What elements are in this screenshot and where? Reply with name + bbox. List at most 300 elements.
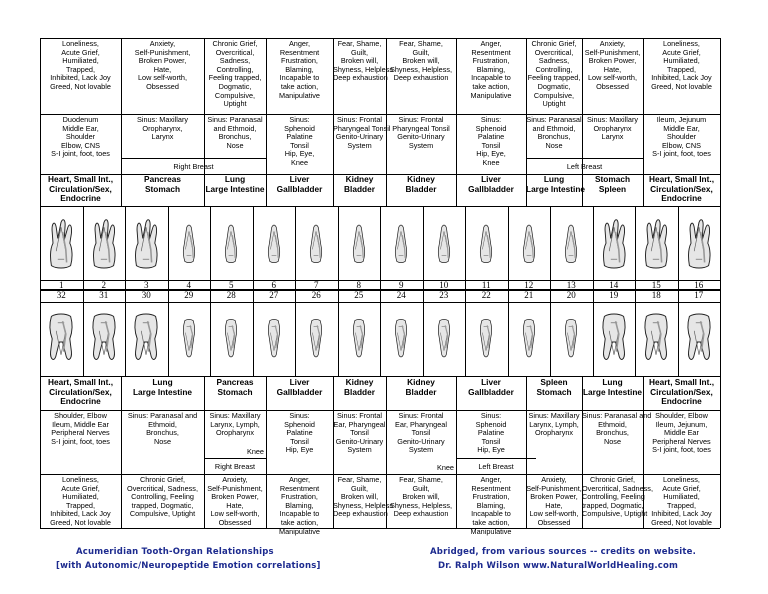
upper-tooth-single-6 bbox=[262, 212, 286, 276]
text-line: Blaming, bbox=[285, 64, 314, 74]
text-line: Deep exhaustion bbox=[393, 73, 449, 83]
text-line: Bronchus, bbox=[146, 428, 179, 438]
lower-tooth-number-12: 21 bbox=[524, 290, 534, 300]
text-line: Trapped, bbox=[66, 64, 95, 74]
text-line: Circulation/Sex, bbox=[650, 183, 713, 194]
text-line: Trapped, bbox=[66, 500, 95, 510]
lower-tooth-molar-16 bbox=[683, 306, 715, 370]
text-line: Broken Power, bbox=[588, 56, 637, 66]
text-line: Controlling, bbox=[216, 64, 254, 74]
grid-line bbox=[456, 38, 457, 206]
upper-tooth-single-7 bbox=[304, 212, 328, 276]
text-line: Kidney bbox=[407, 377, 435, 387]
text-line: Sinus: Maxillary bbox=[136, 115, 189, 124]
grid-line bbox=[582, 376, 583, 528]
text-line: Acute Grief, bbox=[662, 483, 701, 493]
text-line: Liver bbox=[289, 174, 310, 184]
upper-emotion-cell-9 bbox=[582, 40, 643, 114]
text-line: Stomach bbox=[217, 386, 253, 397]
text-line: Broken Power, bbox=[138, 56, 187, 66]
text-line: Incapable to bbox=[471, 73, 511, 83]
text-line: Low self-worth, bbox=[587, 73, 638, 83]
lower-anatomy-cell-4 bbox=[266, 412, 333, 474]
text-line: S-I joint, foot, toes bbox=[652, 445, 711, 455]
grid-line bbox=[266, 38, 267, 206]
lower-tooth-single-12 bbox=[517, 306, 541, 370]
text-line: Trapped, bbox=[667, 500, 696, 510]
text-line: Anger, bbox=[480, 475, 502, 484]
text-line: Middle Ear bbox=[664, 428, 699, 438]
text-line: Nose bbox=[603, 436, 622, 446]
grid-line bbox=[720, 376, 721, 528]
grid-line bbox=[720, 206, 721, 376]
text-line: Obsessed bbox=[218, 517, 252, 527]
grid-line bbox=[593, 206, 594, 376]
lower-emotion-cell-9 bbox=[582, 475, 653, 528]
text-line: Tonsil bbox=[290, 436, 309, 446]
upper-tooth-number-4: 4 bbox=[186, 280, 191, 290]
upper-emotion-cell-3 bbox=[204, 40, 266, 114]
text-line: Humiliated, bbox=[663, 56, 700, 66]
grid-line bbox=[121, 38, 122, 206]
text-line: Spleen bbox=[540, 377, 568, 387]
text-line: Pharyngeal Tonsil bbox=[333, 123, 391, 133]
upper-tooth-number-16: 16 bbox=[694, 280, 704, 290]
upper-organ-cell-5 bbox=[333, 175, 386, 206]
text-line: Hip, Eye bbox=[477, 445, 505, 455]
upper-tooth-single-11 bbox=[474, 212, 498, 276]
lower-tooth-number-1: 32 bbox=[56, 290, 66, 300]
text-line: Shoulder, Elbow bbox=[655, 411, 708, 420]
text-line: Hate, bbox=[226, 500, 244, 510]
text-line: Bladder bbox=[405, 183, 437, 194]
text-line: Compulsive, Uptight bbox=[129, 509, 196, 519]
grid-line bbox=[253, 206, 254, 376]
text-line: Uptight bbox=[223, 99, 247, 109]
grid-line bbox=[720, 38, 721, 206]
text-line: Incapable to bbox=[279, 509, 320, 519]
footer-author-website: Dr. Ralph Wilson www.NaturalWorldHealing.com bbox=[438, 561, 679, 571]
grid-line bbox=[40, 410, 720, 411]
grid-line bbox=[40, 474, 720, 475]
text-line: Bronchus, bbox=[218, 132, 252, 142]
text-line: Self-Punishment, bbox=[526, 483, 582, 493]
text-line: Oropharynx bbox=[534, 428, 574, 438]
text-line: Larynx, Lymph, bbox=[529, 419, 579, 429]
upper-tooth-number-1: 1 bbox=[59, 280, 64, 290]
text-line: Shyness, Helpless bbox=[333, 500, 394, 510]
text-line: Sinus: Frontal bbox=[398, 115, 444, 124]
grid-line bbox=[168, 206, 169, 376]
grid-line bbox=[40, 38, 720, 39]
text-line: Ear, Pharyngeal bbox=[395, 419, 447, 429]
text-line: Genito-Urinary bbox=[335, 436, 384, 446]
grid-line bbox=[386, 38, 387, 206]
text-line: Larynx, Lymph, bbox=[210, 419, 260, 429]
text-line: Resentment bbox=[279, 483, 320, 493]
grid-line bbox=[456, 376, 457, 528]
text-line: Kidney bbox=[407, 174, 435, 184]
text-line: Sinus: Maxillary bbox=[209, 411, 261, 420]
text-line: Fear, Shame, bbox=[399, 39, 443, 48]
text-line: take action, bbox=[472, 81, 510, 91]
text-line: Deep exhaustion bbox=[333, 73, 388, 83]
upper-tooth-single-8 bbox=[347, 212, 371, 276]
text-line: Pancreas bbox=[216, 377, 254, 387]
lower-tooth-number-3: 30 bbox=[141, 290, 151, 300]
text-line: Liver bbox=[481, 174, 501, 184]
lower-tooth-number-7: 26 bbox=[311, 290, 321, 300]
grid-line bbox=[125, 206, 126, 376]
text-line: Incapable to bbox=[279, 73, 320, 83]
lower-organ-cell-9 bbox=[582, 378, 643, 410]
text-line: Chronic Grief, bbox=[212, 39, 258, 48]
lower-organ-cell-1 bbox=[40, 378, 121, 410]
grid-line bbox=[266, 376, 267, 528]
text-line: Resentment bbox=[279, 47, 320, 57]
footer-credits: Abridged, from various sources -- credits on website. bbox=[430, 547, 697, 557]
text-line: Nose bbox=[153, 436, 172, 446]
grid-line bbox=[295, 206, 296, 376]
text-line: Liver bbox=[481, 377, 501, 387]
upper-tooth-molar-14 bbox=[598, 212, 630, 276]
text-line: Resentment bbox=[471, 47, 511, 57]
text-line: Nose bbox=[226, 140, 244, 150]
text-line: Sphenoid bbox=[475, 123, 507, 133]
text-line: Oropharynx, bbox=[142, 123, 183, 133]
text-line: Ear, Pharyngeal bbox=[333, 419, 386, 429]
text-line: Inhibited, Lack Joy bbox=[50, 509, 111, 519]
upper-tooth-number-3: 3 bbox=[144, 280, 149, 290]
lower-emotion-cell-1 bbox=[40, 476, 121, 528]
text-line: Broken will, bbox=[402, 492, 440, 502]
text-line: Anger, bbox=[288, 39, 311, 48]
lower-emotion-cell-4 bbox=[266, 475, 333, 536]
text-line: Acute Grief, bbox=[61, 483, 100, 493]
text-line: Tonsil bbox=[481, 140, 501, 150]
text-line: Broken will, bbox=[340, 492, 379, 502]
lower-tooth-single-13 bbox=[559, 306, 583, 370]
upper-tooth-number-7: 7 bbox=[314, 280, 319, 290]
text-line: Elbow, CNS bbox=[61, 140, 100, 150]
text-line: Gallbladder bbox=[468, 386, 514, 397]
upper-left-breast-label: Left Breast bbox=[526, 158, 643, 174]
text-line: Loneliness, bbox=[663, 39, 700, 48]
grid-line bbox=[333, 38, 334, 206]
text-line: Greed, Not lovable bbox=[651, 517, 712, 527]
lower-tooth-number-13: 20 bbox=[566, 290, 576, 300]
text-line: Knee bbox=[290, 157, 309, 167]
lower-emotion-cell-3 bbox=[204, 476, 266, 528]
text-line: Controlling, Feeling bbox=[131, 492, 194, 502]
grid-line bbox=[83, 206, 84, 376]
lower-emotion-cell-7 bbox=[456, 475, 526, 536]
lower-tooth-number-10: 23 bbox=[439, 290, 449, 300]
grid-line bbox=[386, 376, 387, 528]
text-line: Sinus: Paranasal and bbox=[127, 411, 198, 420]
grid-line bbox=[582, 38, 583, 206]
grid-line bbox=[423, 206, 424, 376]
text-line: Larynx bbox=[601, 132, 624, 142]
text-line: Loneliness, bbox=[62, 475, 99, 484]
upper-tooth-number-11: 11 bbox=[481, 280, 491, 290]
grid-line bbox=[210, 206, 211, 376]
text-line: Guilt, bbox=[412, 47, 430, 57]
text-line: Bronchus, bbox=[537, 132, 571, 142]
text-line: Manipulative bbox=[279, 90, 320, 100]
text-line: Humiliated, bbox=[62, 56, 99, 66]
text-line: Inhibited, Lack Joy bbox=[50, 73, 111, 83]
text-line: Sinus: Frontal bbox=[336, 411, 383, 420]
lower-tooth-number-5: 28 bbox=[226, 290, 236, 300]
text-line: Ethmoid, bbox=[148, 419, 177, 429]
text-line: Acute Grief, bbox=[61, 47, 100, 57]
text-line: System bbox=[347, 140, 372, 150]
text-line: Self-Punishment, bbox=[207, 483, 263, 493]
text-line: Sadness, bbox=[538, 56, 570, 66]
text-line: Humiliated, bbox=[62, 492, 99, 502]
upper-emotion-cell-5 bbox=[333, 39, 394, 114]
text-line: Broken Power, bbox=[530, 492, 578, 502]
upper-right-breast-label: Right Breast bbox=[121, 158, 266, 174]
lower-right-breast-label: Right Breast bbox=[204, 458, 266, 474]
text-line: Broken will, bbox=[402, 56, 440, 66]
text-line: Loneliness, bbox=[663, 475, 700, 484]
upper-anatomy-cell-5 bbox=[333, 115, 391, 174]
text-line: Broken will, bbox=[340, 56, 379, 66]
footer-subtitle: [with Autonomic/Neuropeptide Emotion correlations] bbox=[56, 561, 321, 571]
grid-line bbox=[643, 376, 644, 528]
text-line: Bronchus, bbox=[596, 428, 629, 438]
text-line: Lung bbox=[602, 377, 623, 387]
text-line: Sphenoid bbox=[475, 419, 507, 429]
text-line: Ileum, Middle Ear bbox=[52, 419, 109, 429]
grid-line bbox=[465, 206, 466, 376]
text-line: Acute Grief, bbox=[662, 47, 701, 57]
lower-tooth-single-6 bbox=[262, 306, 286, 370]
upper-emotion-cell-7 bbox=[456, 40, 526, 114]
text-line: Shyness, Helpless, bbox=[389, 64, 453, 74]
text-line: Manipulative bbox=[470, 526, 512, 536]
text-line: Shyness, Helpless, bbox=[389, 500, 453, 510]
text-line: Trapped, bbox=[667, 64, 696, 74]
text-line: System bbox=[408, 140, 434, 150]
upper-tooth-molar-16 bbox=[683, 212, 715, 276]
text-line: Spleen bbox=[598, 183, 627, 194]
text-line: Chronic Grief, bbox=[589, 475, 635, 484]
grid-line bbox=[526, 38, 527, 206]
text-line: Endocrine bbox=[661, 396, 702, 407]
lower-tooth-number-15: 18 bbox=[651, 290, 661, 300]
upper-tooth-number-9: 9 bbox=[399, 280, 404, 290]
text-line: S-I joint, foot, toes bbox=[652, 149, 711, 159]
text-line: trapped, Dogmatic, bbox=[582, 500, 644, 510]
text-line: Sinus: Paranasal bbox=[207, 115, 263, 124]
upper-organ-cell-4 bbox=[266, 175, 333, 206]
text-line: Compulsive, Uptight bbox=[582, 509, 648, 519]
text-line: Sinus: Paranasal bbox=[526, 115, 582, 124]
text-line: Ileum, Jejunum, bbox=[655, 419, 708, 429]
upper-organ-cell-6 bbox=[386, 175, 456, 206]
text-line: Overcritical, Sadness, bbox=[582, 483, 653, 493]
upper-tooth-single-9 bbox=[389, 212, 413, 276]
upper-tooth-single-13 bbox=[559, 212, 583, 276]
text-line: Heart, Small Int., bbox=[648, 377, 714, 387]
text-line: Obsessed bbox=[537, 517, 571, 527]
upper-organ-cell-7 bbox=[456, 175, 526, 206]
text-line: Endocrine bbox=[60, 396, 101, 407]
text-line: Duodenum bbox=[62, 115, 99, 124]
text-line: Sinus: bbox=[289, 411, 310, 420]
text-line: Loneliness, bbox=[62, 39, 99, 48]
lower-organ-cell-4 bbox=[266, 378, 333, 410]
text-line: Sinus: Maxillary bbox=[528, 411, 580, 420]
grid-line bbox=[635, 206, 636, 376]
text-line: Anger, bbox=[480, 39, 502, 48]
upper-organ-cell-8 bbox=[526, 174, 586, 206]
text-line: Peripheral Nerves bbox=[51, 428, 110, 438]
upper-emotion-cell-1 bbox=[40, 40, 121, 114]
text-line: Bladder bbox=[344, 386, 375, 397]
text-line: Sinus: Frontal bbox=[398, 411, 444, 420]
text-line: Low self-worth, bbox=[210, 509, 260, 519]
text-line: Sinus: Paranasal and bbox=[582, 411, 652, 420]
upper-tooth-number-5: 5 bbox=[229, 280, 234, 290]
lower-tooth-number-6: 27 bbox=[269, 290, 279, 300]
text-line: Gallbladder bbox=[276, 386, 323, 397]
lower-emotion-cell-8 bbox=[526, 476, 582, 528]
upper-tooth-number-10: 10 bbox=[439, 280, 449, 290]
text-line: Controlling, Feeling bbox=[582, 492, 645, 502]
text-line: Heart, Small Int., bbox=[648, 174, 714, 184]
text-line: Incapable to bbox=[471, 509, 511, 519]
upper-tooth-number-8: 8 bbox=[356, 280, 361, 290]
text-line: Blaming, bbox=[285, 500, 314, 510]
text-line: Greed, Not lovable bbox=[651, 81, 712, 91]
text-line: Tonsil bbox=[481, 436, 501, 446]
grid-line bbox=[333, 376, 334, 528]
grid-line bbox=[40, 528, 720, 529]
text-line: Ileum, Jejunum bbox=[656, 115, 707, 124]
upper-tooth-number-15: 15 bbox=[651, 280, 661, 290]
grid-line bbox=[40, 174, 720, 175]
lower-organ-cell-7 bbox=[456, 378, 526, 410]
lower-tooth-number-14: 19 bbox=[609, 290, 619, 300]
text-line: take action, bbox=[280, 81, 319, 91]
text-line: Palatine bbox=[286, 428, 313, 438]
upper-tooth-single-4 bbox=[177, 212, 201, 276]
upper-anatomy-cell-6 bbox=[386, 116, 456, 174]
text-line: S-I joint, foot, toes bbox=[51, 149, 110, 159]
lower-tooth-number-8: 25 bbox=[354, 290, 364, 300]
lower-anatomy-cell-10 bbox=[643, 412, 720, 474]
text-line: take action, bbox=[472, 517, 510, 527]
text-line: Bladder bbox=[344, 183, 375, 194]
text-line: Blaming, bbox=[476, 500, 506, 510]
upper-anatomy-cell-1 bbox=[40, 116, 121, 174]
text-line: Large Intestine bbox=[526, 183, 586, 194]
lower-tooth-molar-2 bbox=[88, 306, 120, 370]
footer-title: Acumeridian Tooth-Organ Relationships bbox=[76, 547, 274, 557]
text-line: Endocrine bbox=[661, 193, 702, 204]
text-line: Humiliated, bbox=[663, 492, 700, 502]
text-line: Knee bbox=[482, 157, 500, 167]
text-line: Stomach bbox=[144, 183, 181, 194]
lower-tooth-single-8 bbox=[347, 306, 371, 370]
text-line: Obsessed bbox=[146, 81, 179, 91]
text-line: Hate, bbox=[545, 500, 563, 510]
text-line: Bladder bbox=[405, 386, 437, 397]
text-line: Shoulder, Elbow bbox=[54, 411, 107, 420]
text-line: Feeling trapped, bbox=[527, 73, 581, 83]
text-line: Resentment bbox=[471, 483, 511, 493]
upper-tooth-molar-15 bbox=[640, 212, 672, 276]
upper-tooth-number-13: 13 bbox=[566, 280, 576, 290]
lower-tooth-single-11 bbox=[474, 306, 498, 370]
lower-tooth-single-5 bbox=[219, 306, 243, 370]
text-line: Sinus: bbox=[289, 115, 310, 124]
text-line: Large Intestine bbox=[132, 386, 192, 397]
grid-line bbox=[40, 376, 720, 377]
lower-tooth-number-2: 31 bbox=[99, 290, 109, 300]
upper-anatomy-cell-7 bbox=[456, 116, 526, 174]
text-line: Anxiety, bbox=[541, 475, 567, 484]
text-line: Self-Punishment, bbox=[584, 47, 641, 57]
upper-tooth-single-10 bbox=[432, 212, 456, 276]
text-line: Feeling trapped, bbox=[208, 73, 262, 83]
text-line: Sinus: Maxillary bbox=[586, 115, 639, 124]
text-line: Hip, Eye bbox=[285, 445, 314, 455]
lower-tooth-number-9: 24 bbox=[396, 290, 406, 300]
lower-knee-label-left: Knee bbox=[246, 447, 264, 456]
text-line: Pancreas bbox=[144, 174, 181, 184]
upper-organ-cell-3 bbox=[204, 175, 266, 206]
text-line: Sphenoid bbox=[284, 419, 315, 429]
text-line: Gallbladder bbox=[468, 183, 514, 194]
lower-organ-cell-2 bbox=[121, 378, 204, 410]
text-line: Genito-Urinary bbox=[397, 436, 445, 446]
text-line: Hip, Eye, bbox=[284, 149, 315, 159]
text-line: Obsessed bbox=[596, 81, 629, 91]
text-line: Tonsil bbox=[411, 428, 431, 438]
text-line: Elbow, CNS bbox=[662, 140, 701, 150]
text-line: Fear, Shame, bbox=[337, 475, 382, 484]
text-line: Anger, bbox=[288, 475, 311, 484]
lower-knee-label-right: Knee bbox=[436, 463, 454, 472]
lower-left-breast-label: Left Breast bbox=[456, 458, 536, 474]
text-line: Inhibited, Lack Joy bbox=[651, 509, 712, 519]
lower-organ-cell-8 bbox=[526, 378, 582, 410]
text-line: Hate, bbox=[603, 64, 622, 74]
text-line: Gallbladder bbox=[276, 183, 323, 194]
text-line: Stomach bbox=[594, 174, 631, 184]
text-line: Frustration, bbox=[281, 56, 318, 66]
text-line: Circulation/Sex, bbox=[49, 386, 112, 397]
text-line: Controlling, bbox=[535, 64, 573, 74]
upper-tooth-number-6: 6 bbox=[271, 280, 276, 290]
text-line: Manipulative bbox=[470, 90, 512, 100]
text-line: Ethmoid, bbox=[598, 419, 627, 429]
grid-line bbox=[40, 206, 41, 376]
lower-tooth-number-16: 17 bbox=[694, 290, 704, 300]
upper-organ-cell-9 bbox=[582, 175, 643, 206]
text-line: Sinus: Frontal bbox=[336, 115, 383, 124]
text-line: Compulsive, bbox=[533, 90, 575, 100]
upper-tooth-molar-2 bbox=[88, 212, 120, 276]
lower-tooth-molar-3 bbox=[130, 306, 162, 370]
upper-organ-cell-2 bbox=[121, 175, 204, 206]
text-line: Deep exhaustion bbox=[393, 509, 449, 519]
